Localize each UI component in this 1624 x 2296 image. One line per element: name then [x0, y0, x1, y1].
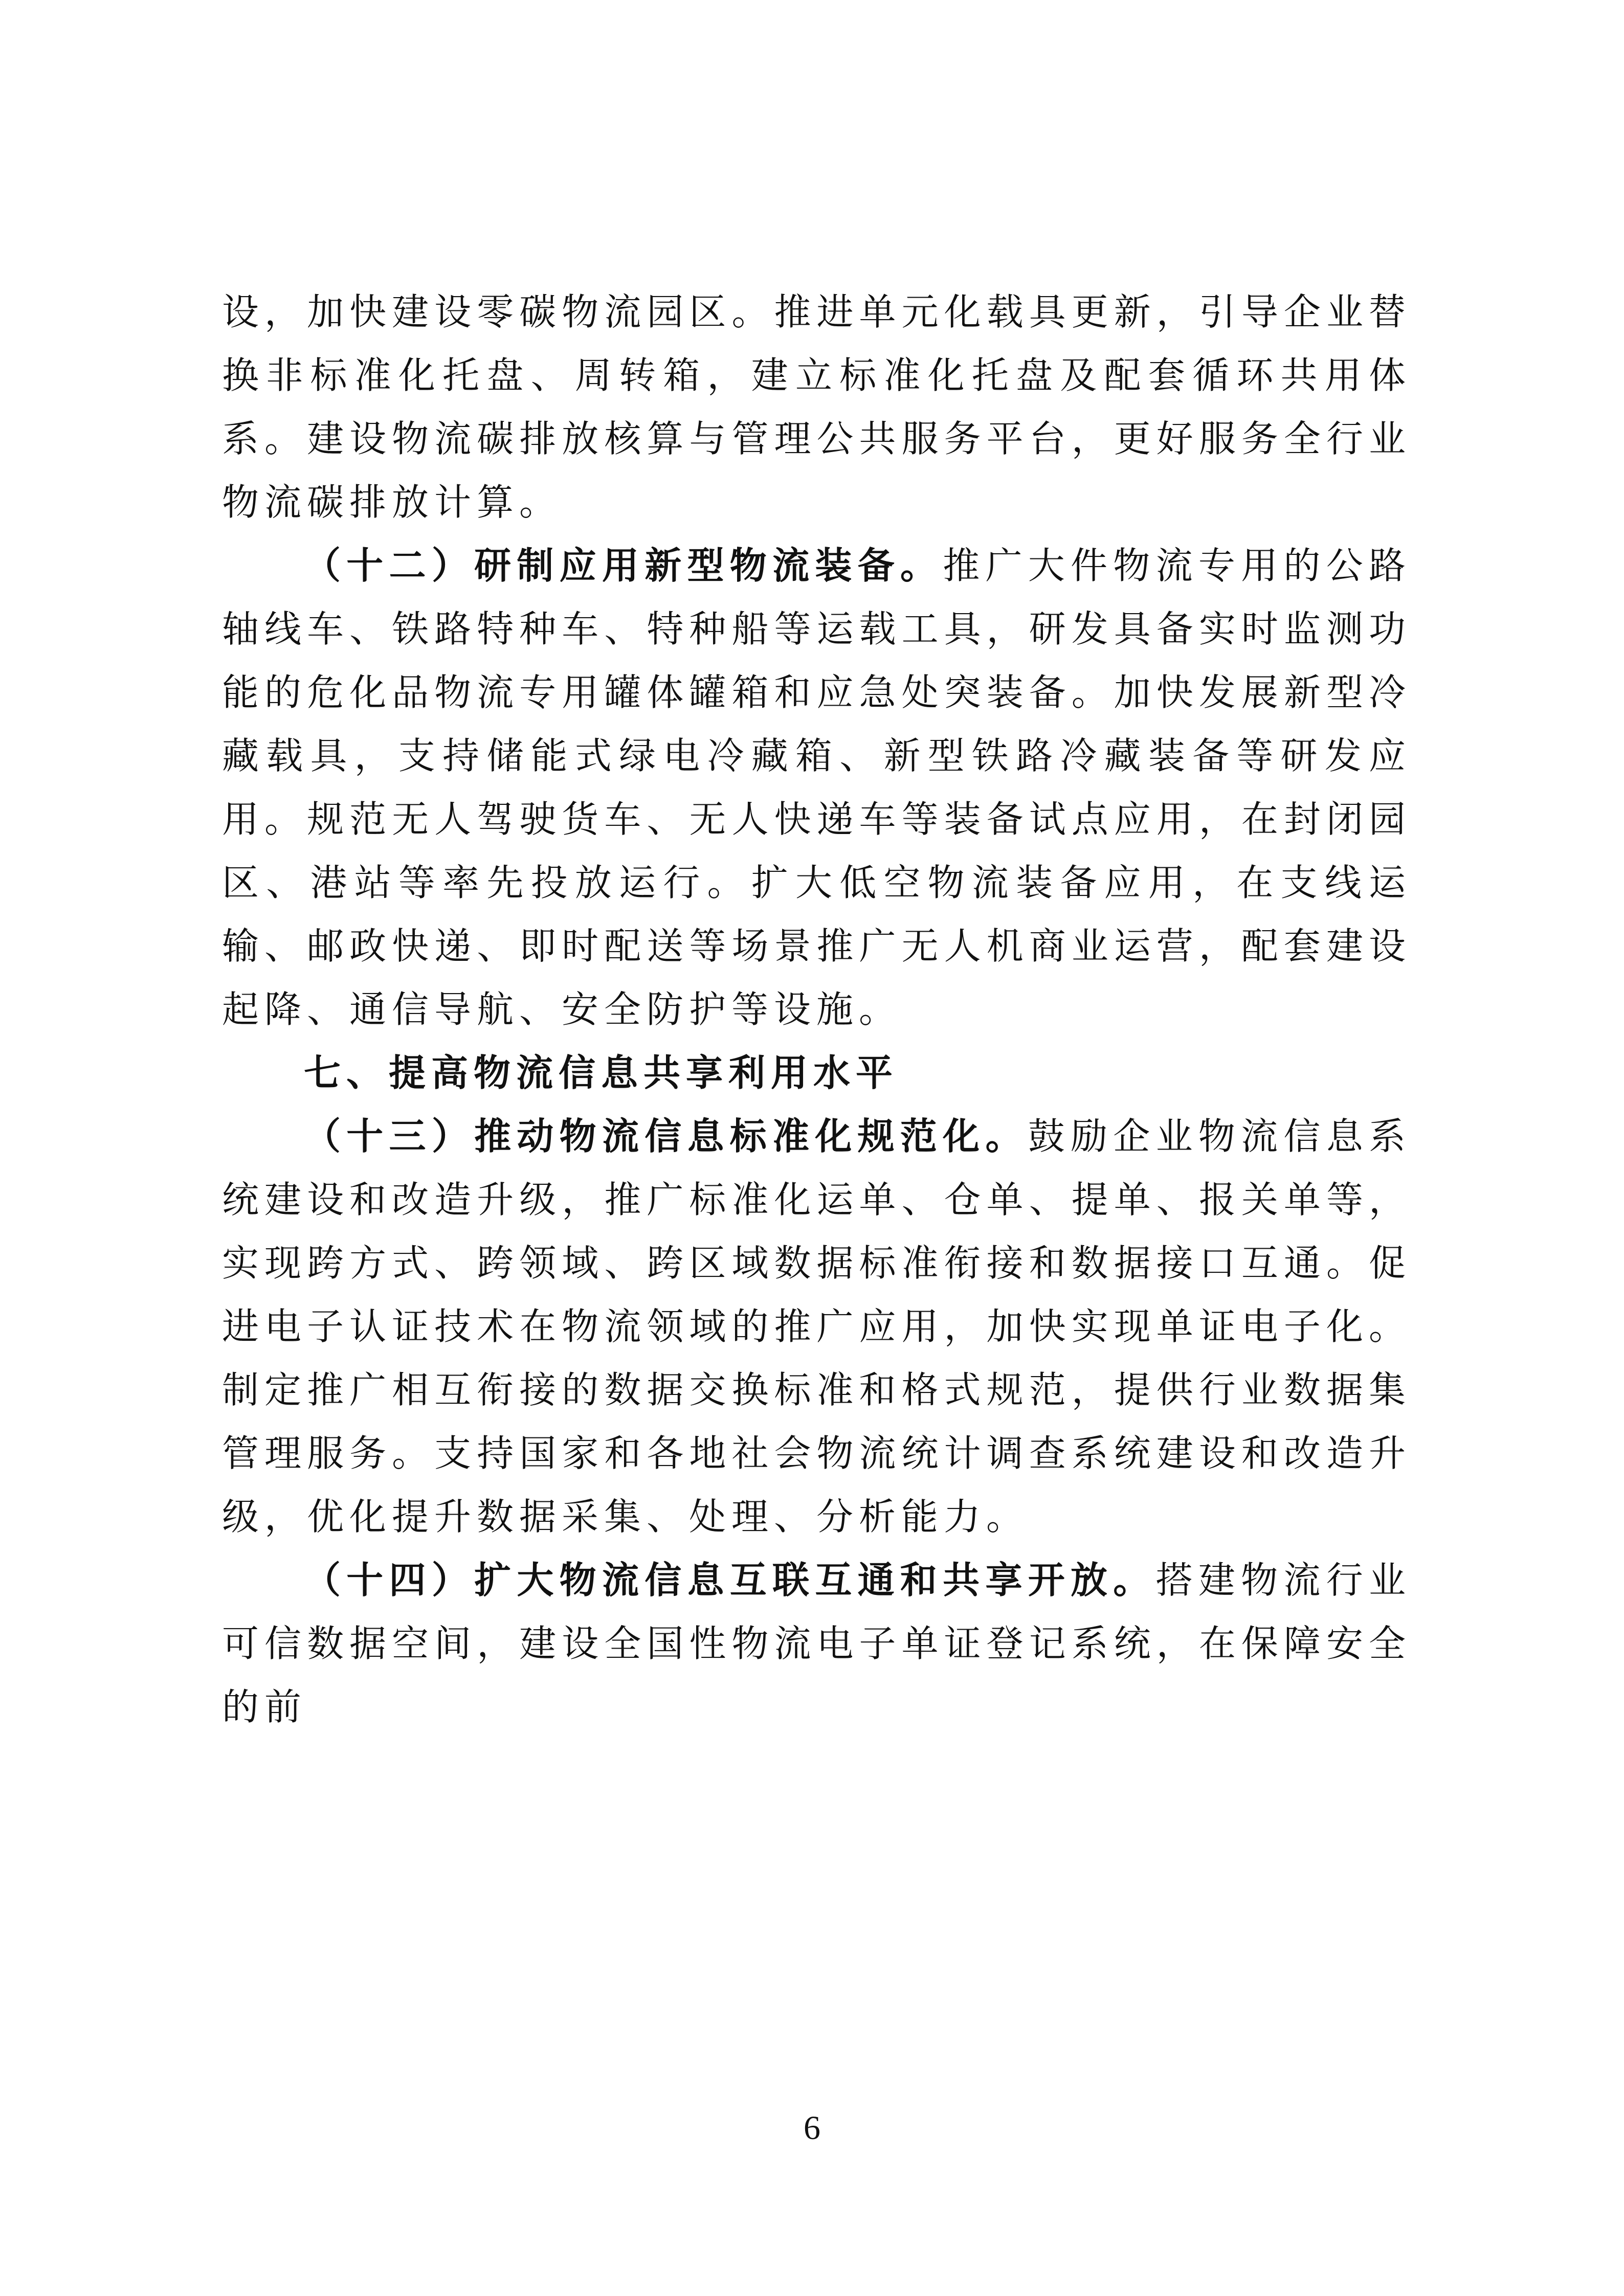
section-14-lead: （十四）扩大物流信息互联互通和共享开放。 [304, 1558, 1156, 1602]
paragraph-section-12 [222, 534, 1411, 1041]
paragraph-section-13 [222, 1105, 1411, 1548]
paragraph-text: 鼓励企业物流信息系统建设和改造升级，推广标准化运单、仓单、提单、报关单等，实现跨方式、跨领域、跨区域数据标准衔接和数据接口互通。促进电子认证技术在物流领域的推广应用，加快实现单证电子化。制定推广相互衔接的数据交换标准和格式规范，提供行业数据集管理服务。支持国家和各地社会物流统计调查系统建设和改造升级，优化提升数据采集、处理、分析能力。 [222, 1115, 1411, 1538]
document-body [222, 280, 1411, 1739]
chapter-heading-7: 七、提高物流信息共享利用水平 [304, 1051, 899, 1094]
paragraph-text: 设，加快建设零碳物流园区。推进单元化载具更新，引导企业替换非标准化托盘、周转箱，建立标准化托盘及配套循环共用体系。建设物流碳排放核算与管理公共服务平台，更好服务全行业物流碳排放计算。 [222, 290, 1411, 524]
paragraph-section-14 [222, 1548, 1411, 1739]
section-13-lead: （十三）推动物流信息标准化规范化。 [304, 1114, 1028, 1158]
paragraph-text: 推广大件物流专用的公路轴线车、铁路特种车、特种船等运载工具，研发具备实时监测功能的危化品物流专用罐体罐箱和应急处突装备。加快发展新型冷藏载具，支持储能式绿电冷藏箱、新型铁路冷藏装备等研发应用。规范无人驾驶货车、无人快递车等装备试点应用，在封闭园区、港站等率先投放运行。扩大低空物流装备应用，在支线运输、邮政快递、即时配送等场景推广无人机商业运营，配套建设起降、通信导航、安全防护等设施。 [222, 544, 1411, 1031]
section-12-lead: （十二）研制应用新型物流装备。 [304, 544, 943, 587]
paragraph-text: 搭建物流行业可信数据空间，建设全国性物流电子单证登记系统，在保障安全的前 [222, 1559, 1411, 1728]
paragraph-carbon-logistics [222, 280, 1411, 534]
page-number: 6 [804, 2109, 820, 2147]
